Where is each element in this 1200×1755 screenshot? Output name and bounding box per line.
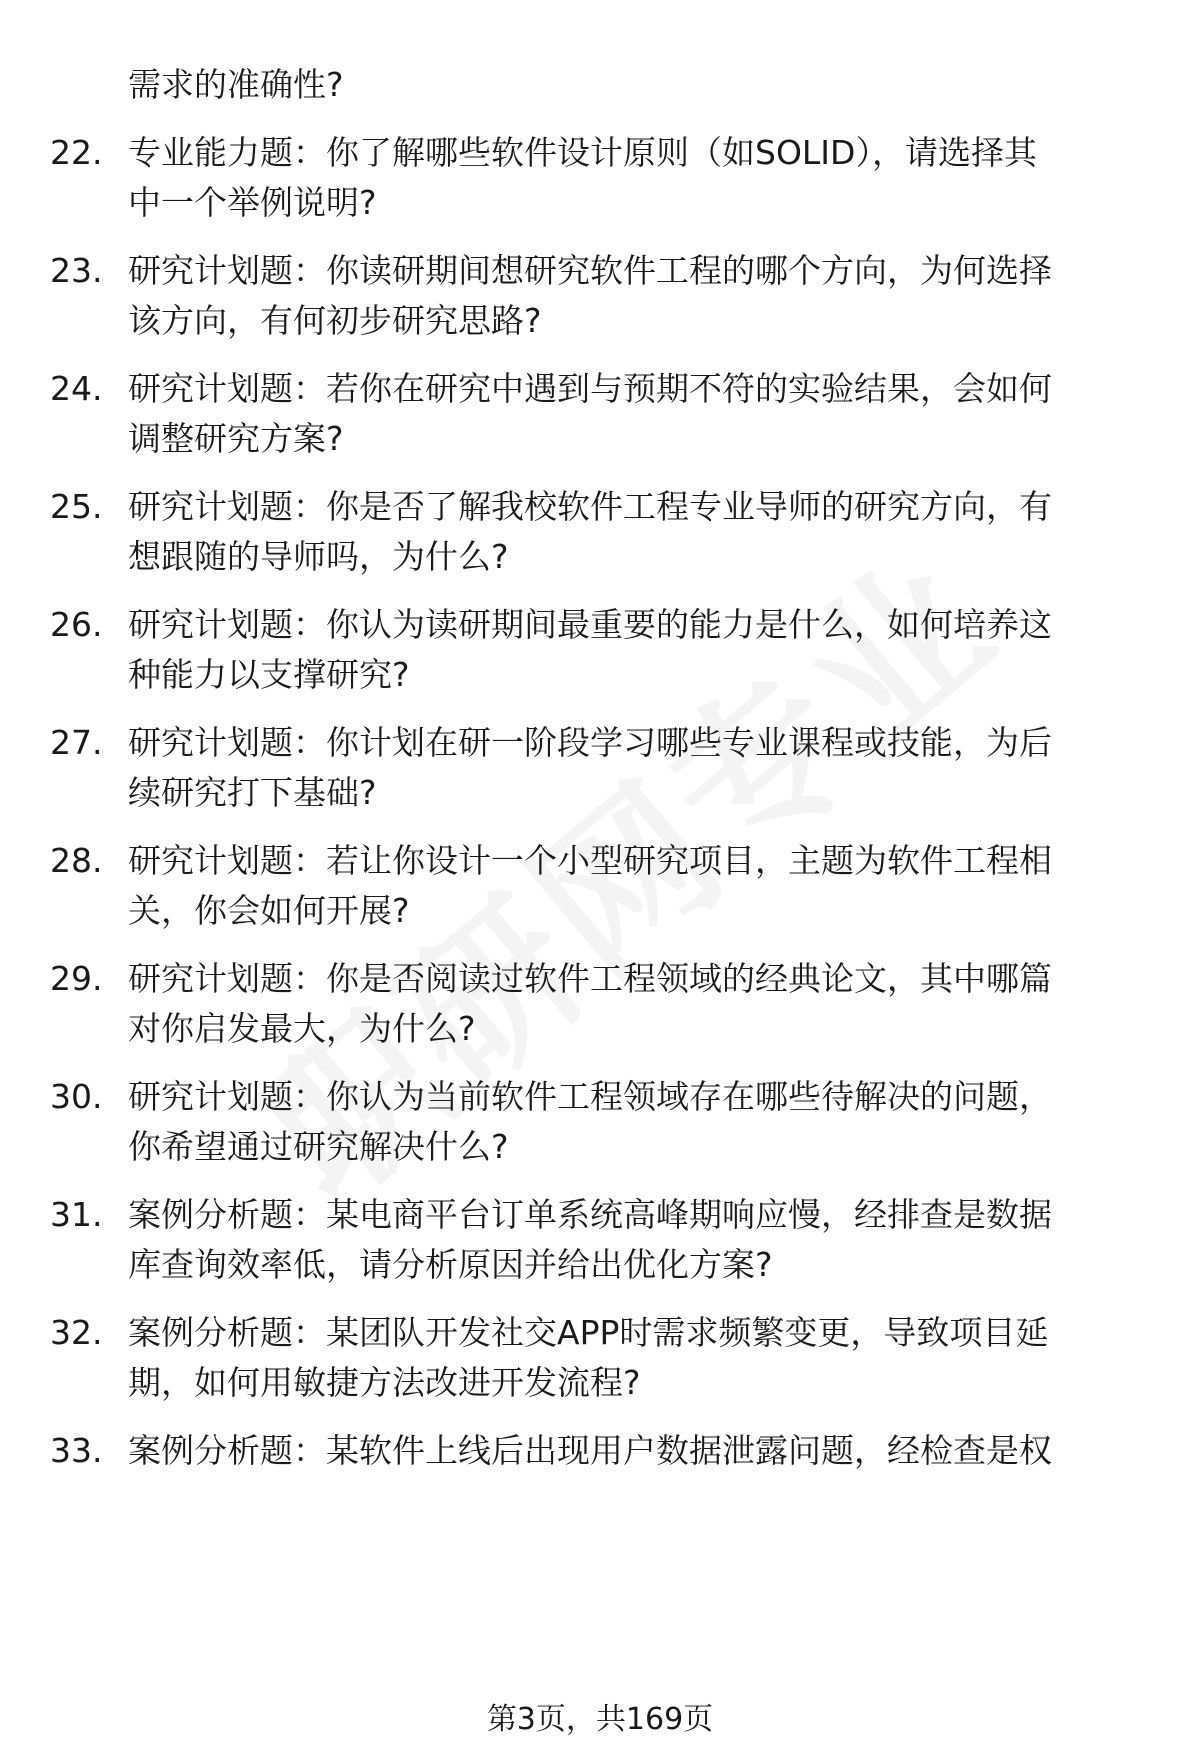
question-number: 25. [50,487,103,526]
question-text-line: 案例分析题：某电商平台订单系统高峰期响应慢，经排查是数据 [128,1195,1052,1234]
question-text-line: 中一个举例说明? [128,183,377,222]
question-text-line: 续研究打下基础? [128,773,377,812]
question-text-line: 调整研究方案? [128,419,344,458]
question-text-line: 专业能力题：你了解哪些软件设计原则（如SOLID），请选择其 [128,133,1037,172]
question-text-line: 研究计划题：你计划在研一阶段学习哪些专业课程或技能，为后 [128,723,1052,762]
question-text-line: 研究计划题：若你在研究中遇到与预期不符的实验结果，会如何 [128,369,1052,408]
question-number: 24. [50,369,103,408]
question-text-line: 对你启发最大，为什么? [128,1009,476,1048]
question-text-line: 关，你会如何开展? [128,891,410,930]
question-text-line: 研究计划题：你认为读研期间最重要的能力是什么，如何培养这 [128,605,1052,644]
question-text-line: 你希望通过研究解决什么? [128,1127,509,1166]
question-text-line: 想跟随的导师吗，为什么? [128,537,509,576]
question-number: 28. [50,841,103,880]
page-footer: 第3页，共169页 [486,1702,714,1737]
question-text-line: 研究计划题：你是否阅读过软件工程领域的经典论文，其中哪篇 [128,959,1052,998]
question-text-line: 种能力以支撑研究? [128,655,410,694]
question-number: 33. [50,1431,103,1470]
question-text-line: 研究计划题：若让你设计一个小型研究项目，主题为软件工程相 [128,841,1052,880]
question-number: 31. [50,1195,103,1234]
continuation-text: 需求的准确性? [128,65,344,104]
question-number: 23. [50,251,103,290]
question-text-line: 研究计划题：你是否了解我校软件工程专业导师的研究方向，有 [128,487,1052,526]
question-text-line: 期，如何用敏捷方法改进开发流程? [128,1363,641,1402]
question-text-line: 研究计划题：你读研期间想研究软件工程的哪个方向，为何选择 [128,251,1052,290]
question-text-line: 库查询效率低，请分析原因并给出优化方案? [128,1245,773,1284]
question-number: 27. [50,723,103,762]
question-text-line: 案例分析题：某团队开发社交APP时需求频繁变更，导致项目延 [128,1313,1049,1352]
question-text-line: 该方向，有何初步研究思路? [128,301,542,340]
question-number: 22. [50,133,103,172]
question-number: 30. [50,1077,103,1116]
question-number: 29. [50,959,103,998]
question-text-line: 案例分析题：某软件上线后出现用户数据泄露问题，经检查是权 [128,1431,1052,1470]
question-number: 26. [50,605,103,644]
question-text-line: 研究计划题：你认为当前软件工程领域存在哪些待解决的问题， [128,1077,1052,1116]
question-number: 32. [50,1313,103,1352]
